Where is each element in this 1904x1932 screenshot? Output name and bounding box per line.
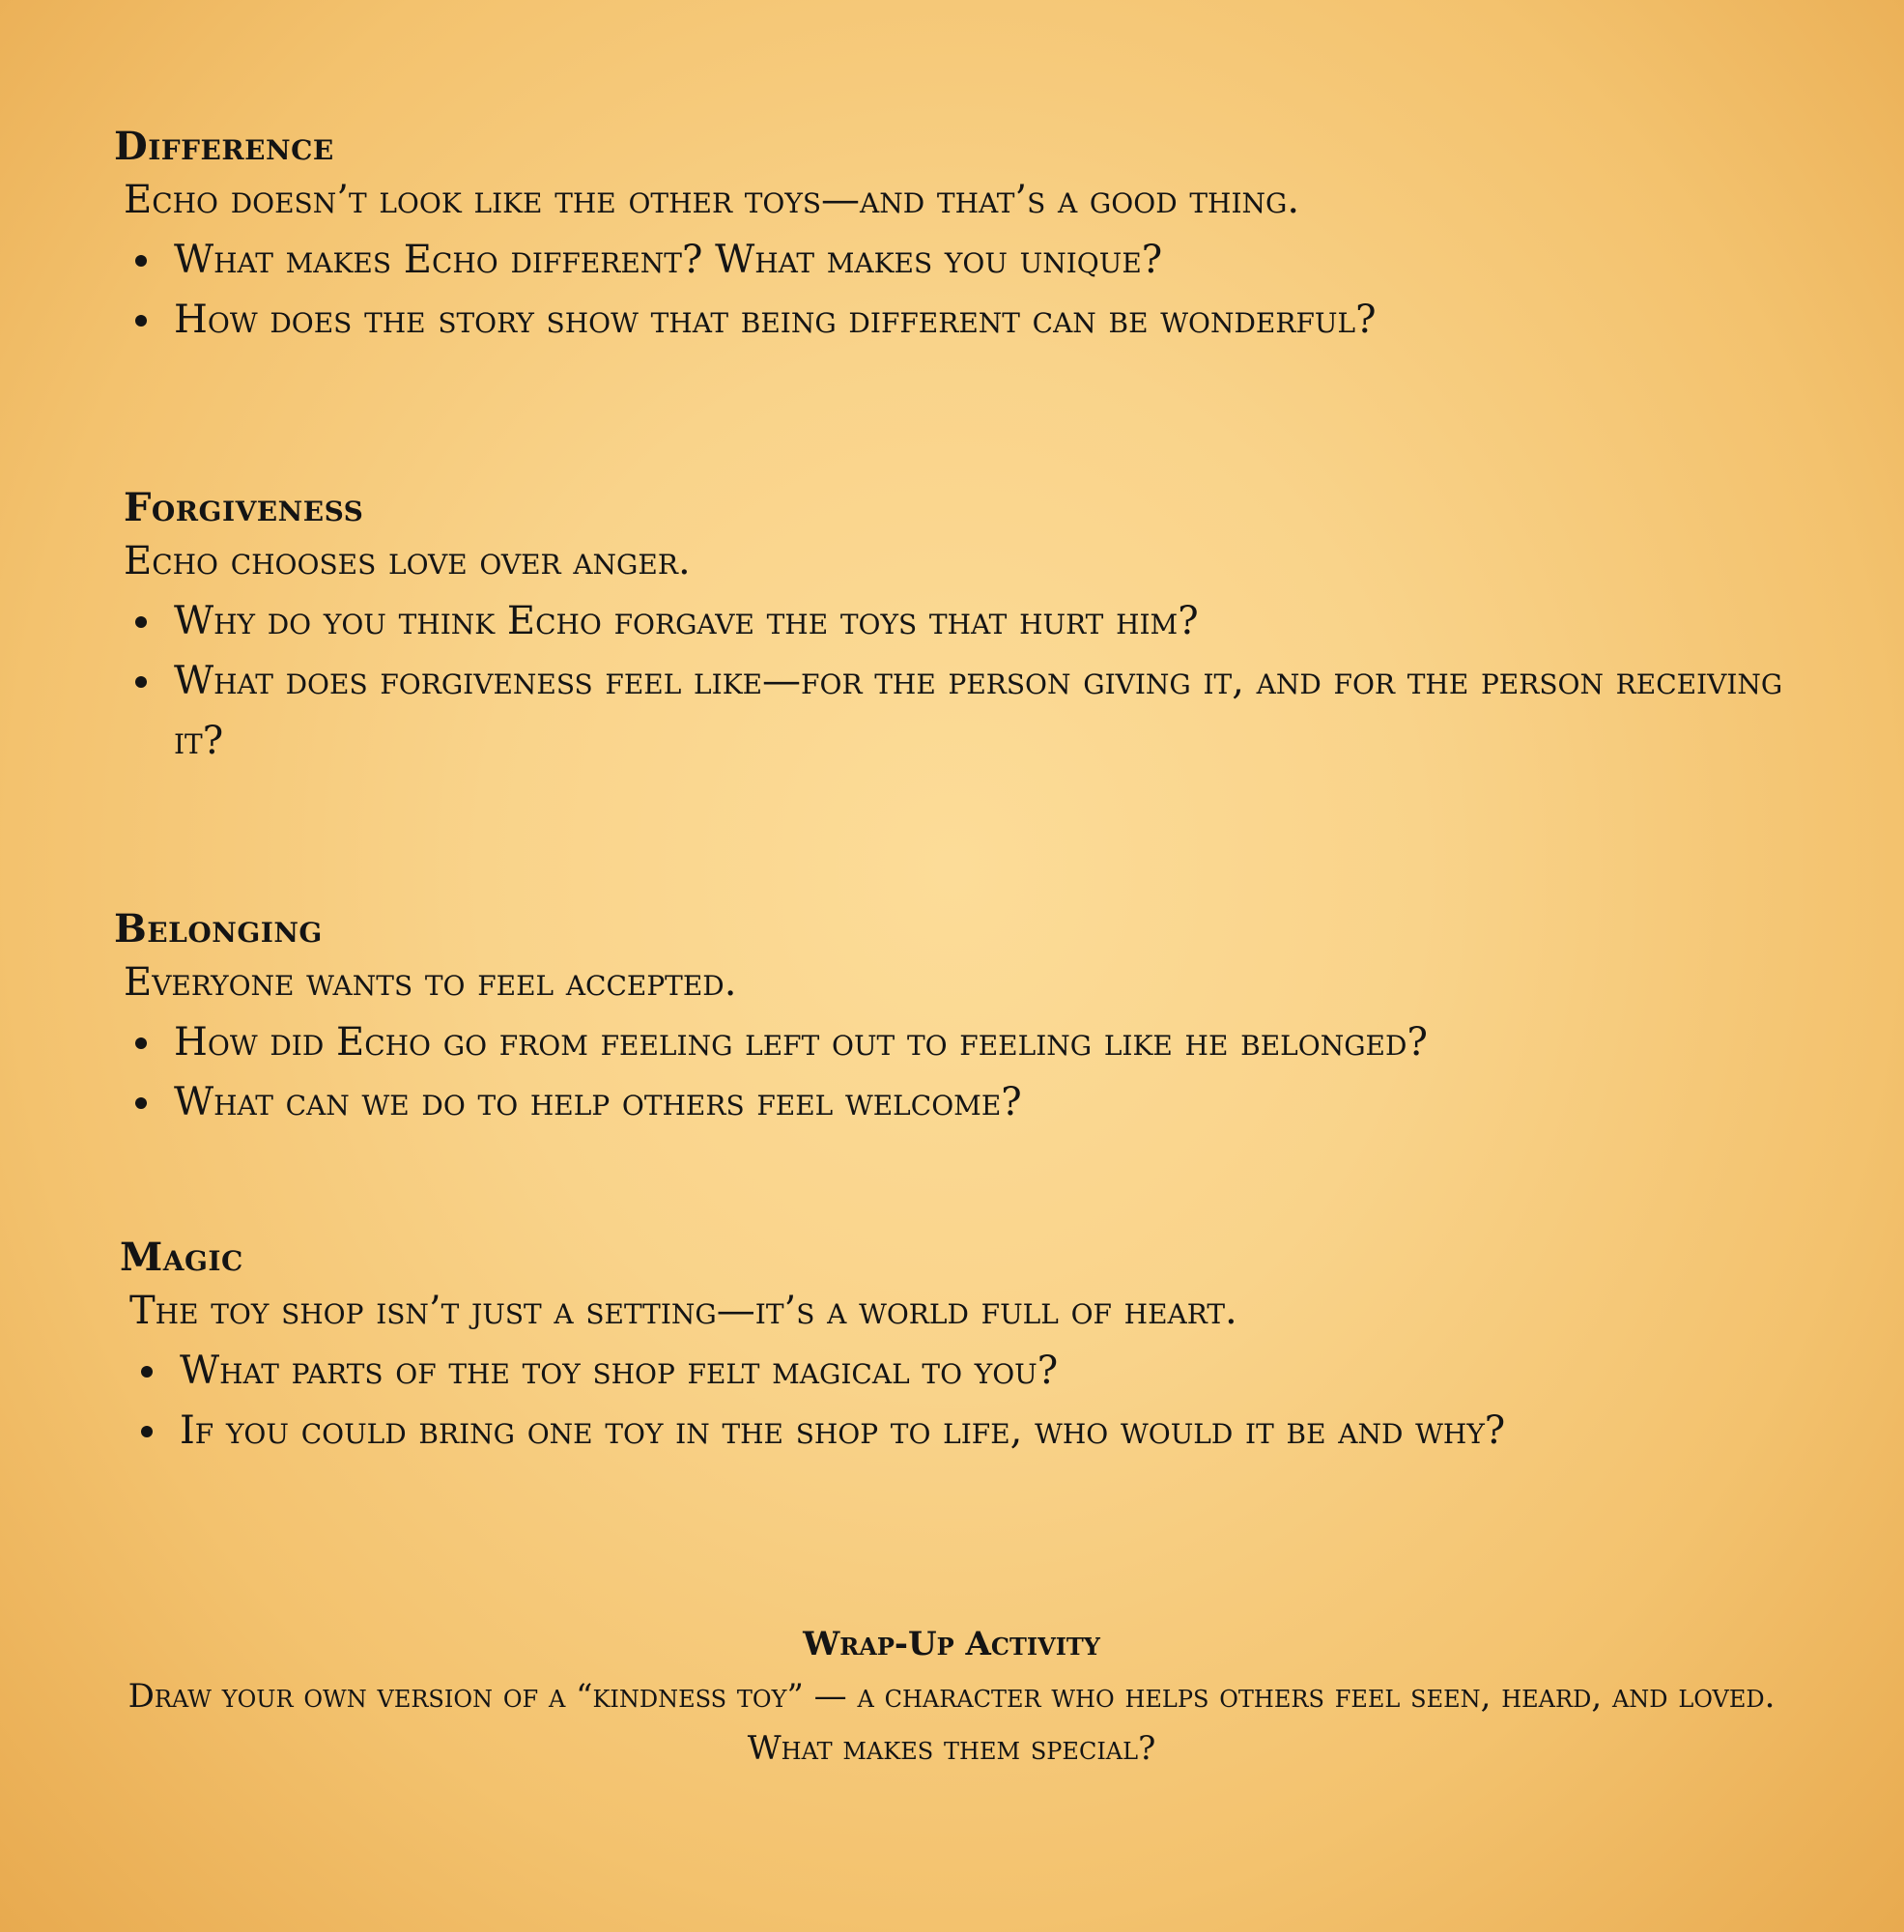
bullet-icon [135,315,147,327]
question-text: How does the story show that being different can be wonderful? [174,298,1377,342]
bullet-icon [135,255,147,267]
bullet-icon [135,616,147,628]
wrap-up-activity [126,1618,1777,1775]
bullet-icon [135,1097,147,1109]
question-text: If you could bring one toy in the shop to life, who would it be and why? [180,1408,1506,1453]
question-text: How did Echo go from feeling left out to feeling like he belonged? [174,1020,1428,1065]
question-item [120,1341,1880,1401]
question-item [120,1401,1822,1461]
bullet-icon [141,1426,153,1437]
question-item [114,651,1835,771]
section-difference [114,124,1853,350]
question-item [114,290,1874,350]
question-item [114,1072,1874,1132]
bullet-icon [141,1366,153,1378]
question-text: Why do you think Echo forgave the toys that hurt him? [174,599,1199,643]
question-text: What parts of the toy shop felt magical to you? [180,1349,1059,1393]
question-list [120,1341,1859,1461]
section-belonging [114,906,1853,1132]
question-text: What makes Echo different? What makes you unique? [174,238,1163,282]
section-forgiveness [124,485,1862,771]
question-text: What does forgiveness feel like—for the person giving it, and for the person receiving it? [174,659,1783,763]
section-title: Belonging [114,906,323,952]
wrap-up-title: Wrap-Up Activity [803,1625,1100,1663]
question-item [114,1012,1874,1072]
question-item [114,591,1874,651]
bullet-icon [135,676,147,688]
question-text: What can we do to help others feel welcome? [174,1080,1022,1124]
section-magic [120,1235,1859,1461]
section-title: Difference [114,124,334,169]
section-intro: Echo doesn’t look like the other toys—and that’s a good thing. [124,178,1300,222]
section-title: Magic [120,1235,243,1280]
question-list [114,230,1853,350]
question-list [114,591,1862,771]
section-intro: Everyone wants to feel accepted. [124,960,737,1005]
section-intro: Echo chooses love over anger. [124,539,691,583]
section-intro: The toy shop isn’t just a setting—it’s a world full of heart. [129,1289,1237,1333]
wrap-up-text: Draw your own version of a “kindness toy” — a character who helps others feel seen, heard, and loved. What makes them special? [128,1677,1776,1768]
question-list [114,1012,1853,1132]
bullet-icon [135,1037,147,1049]
section-title: Forgiveness [124,485,364,530]
question-item [114,230,1874,290]
